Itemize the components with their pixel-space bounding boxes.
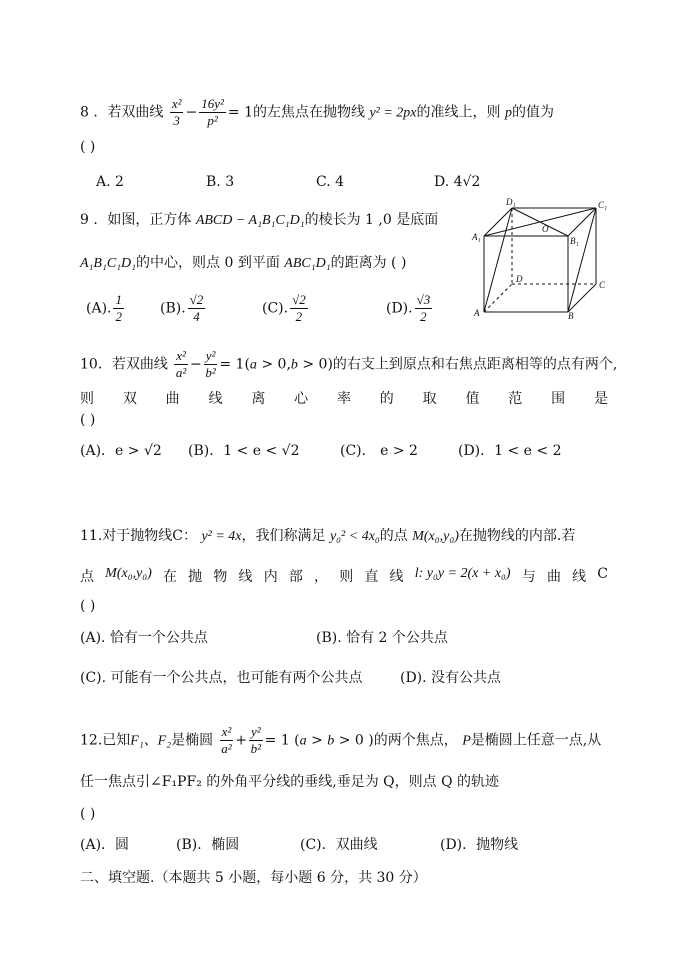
q8-paren: ( ) <box>80 139 96 155</box>
q12-paren: ( ) <box>80 806 96 822</box>
q8-option-c: C. 4 <box>316 174 345 190</box>
q12-option-c: (C)．双曲线 <box>300 837 378 853</box>
q10-option-a: (A)．e > √2 <box>80 443 162 459</box>
q11-option-a: (A). 恰有一个公共点 <box>80 630 208 646</box>
q9-stem: 9 ．如图，正方体 ABCD − A₁B₁C₁D₁的棱长为 1 ,0 是底面 <box>80 212 439 228</box>
q12-option-b: (B)．椭圆 <box>176 837 240 853</box>
label-a1: A₁ <box>472 232 481 242</box>
section2-heading: 二、填空题.（本题共 5 小题，每小题 6 分，共 30 分） <box>80 870 427 886</box>
q10-option-b: (B)．1 < e < √2 <box>188 443 300 459</box>
q12-option-a: (A)．圆 <box>80 837 130 853</box>
label-c1: C₁ <box>598 200 608 210</box>
q9-option-a: (A). $\frac{1}{2}$ <box>86 292 122 324</box>
q9-line2: A₁B₁C₁D₁的中心，则点 0 到平面 ABC₁D₁的距离为 ( ) <box>80 255 407 271</box>
q9-line2-b: 的中心，则点 0 到平面 <box>136 255 280 271</box>
q9-stem-a: 9 ．如图，正方体 <box>80 212 192 228</box>
q12-stem: 12.已知F₁、F₂是椭圆 $\frac{\text{x²}}{\text{a²}}$ + $\frac{\text{y²}}{\text{b²}}$ = 1 (a > b > 0 )的两个焦点， P是椭圆上任意一点,从 <box>80 724 602 756</box>
diag-d1b1 <box>512 208 568 236</box>
cube-diagram <box>470 196 616 320</box>
q9-option-b: (B). $\frac{√2}{4}$ <box>160 292 204 324</box>
q10-option-d: (D)．1 < e < 2 <box>458 443 562 459</box>
q10-stem: 10．若双曲线 $\frac{\text{x²}}{\text{a²}}$ − $\frac{\text{y²}}{\text{b²}}$ = 1(a > 0,b > 0)的右支上到原点和右焦点距离相等的点有两个, <box>80 348 618 380</box>
q8-frac-x2-3: $\frac{\text{x²}}{3}$ <box>171 96 182 128</box>
q8-option-d: D. 4√2 <box>434 174 481 190</box>
label-b: B <box>568 311 574 320</box>
q11-option-c: (C). 可能有一个公共点，也可能有两个公共点 <box>80 670 363 686</box>
q9-option-c: (C). $\frac{√2}{2}$ <box>262 292 306 324</box>
q10-paren: ( ) <box>80 412 96 428</box>
diag-d1a <box>484 208 512 312</box>
q10-option-c: (C)． e > 2 <box>340 443 418 459</box>
diag-c1b <box>568 208 596 312</box>
q11-paren: ( ) <box>80 598 96 614</box>
q11-option-b: (B). 恰有 2 个公共点 <box>316 630 448 646</box>
q8-frac-16y2-p2: $\frac{\text{16y²}}{\text{p²}}$ <box>201 96 224 128</box>
q12-line2: 任一焦点引∠F₁PF₂ 的外角平分线的垂线,垂足为 Q，则点 Q 的轨迹 <box>80 774 500 790</box>
q8-option-b: B. 3 <box>206 174 235 190</box>
q10-line2: 则 双 曲 线 离 心 率 的 取 值 范 围 是 <box>80 391 608 407</box>
q8-stem-prefix: 8 ．若双曲线 <box>80 104 164 121</box>
q10-stem-prefix: 10．若双曲线 <box>80 356 168 373</box>
q12-option-d: (D)．抛物线 <box>440 837 519 853</box>
q9-stem-b: 的棱长为 1 ,0 是底面 <box>304 212 439 228</box>
q9-option-d: (D). $\frac{√3}{2}$ <box>386 292 431 324</box>
q8-stem-mid: 的左焦点在抛物线 <box>252 104 365 121</box>
q11-option-d: (D). 没有公共点 <box>400 670 502 686</box>
label-b1: B₁ <box>570 236 579 246</box>
label-a: A <box>474 308 480 318</box>
label-d: D <box>516 274 523 284</box>
q8-stem-tail: 的值为 <box>511 104 554 121</box>
label-d1: D₁ <box>506 197 516 207</box>
label-o: O <box>542 224 549 234</box>
q11-line2: 点 M(x₀,y₀) 在 抛 物 线 内 部 ， 则 直 线 l: y₀y = 2(x + x₀) 与 曲 线 C <box>80 566 608 585</box>
q8-stem-end: 的准线上，则 <box>416 104 501 121</box>
label-c: C <box>599 280 606 290</box>
q8-stem: 8 ．若双曲线 $\frac{\text{x²}}{3}$ − $\frac{\text{16y²}}{\text{p²}}$ = 1的左焦点在抛物线 y² = 2px的准线上，则 p的值为 <box>80 96 554 128</box>
q10-stem-end: 的右支上到原点和右焦点距离相等的点有两个, <box>332 356 618 373</box>
q9-line2-c: 的距离为 ( ) <box>330 255 407 271</box>
q11-stem: 11.对于抛物线C： y² = 4x，我们称满足 y₀² < 4x₀的点 M(x₀,y₀)在抛物线的内部.若 <box>80 528 576 544</box>
q8-option-a: A. 2 <box>96 174 124 190</box>
